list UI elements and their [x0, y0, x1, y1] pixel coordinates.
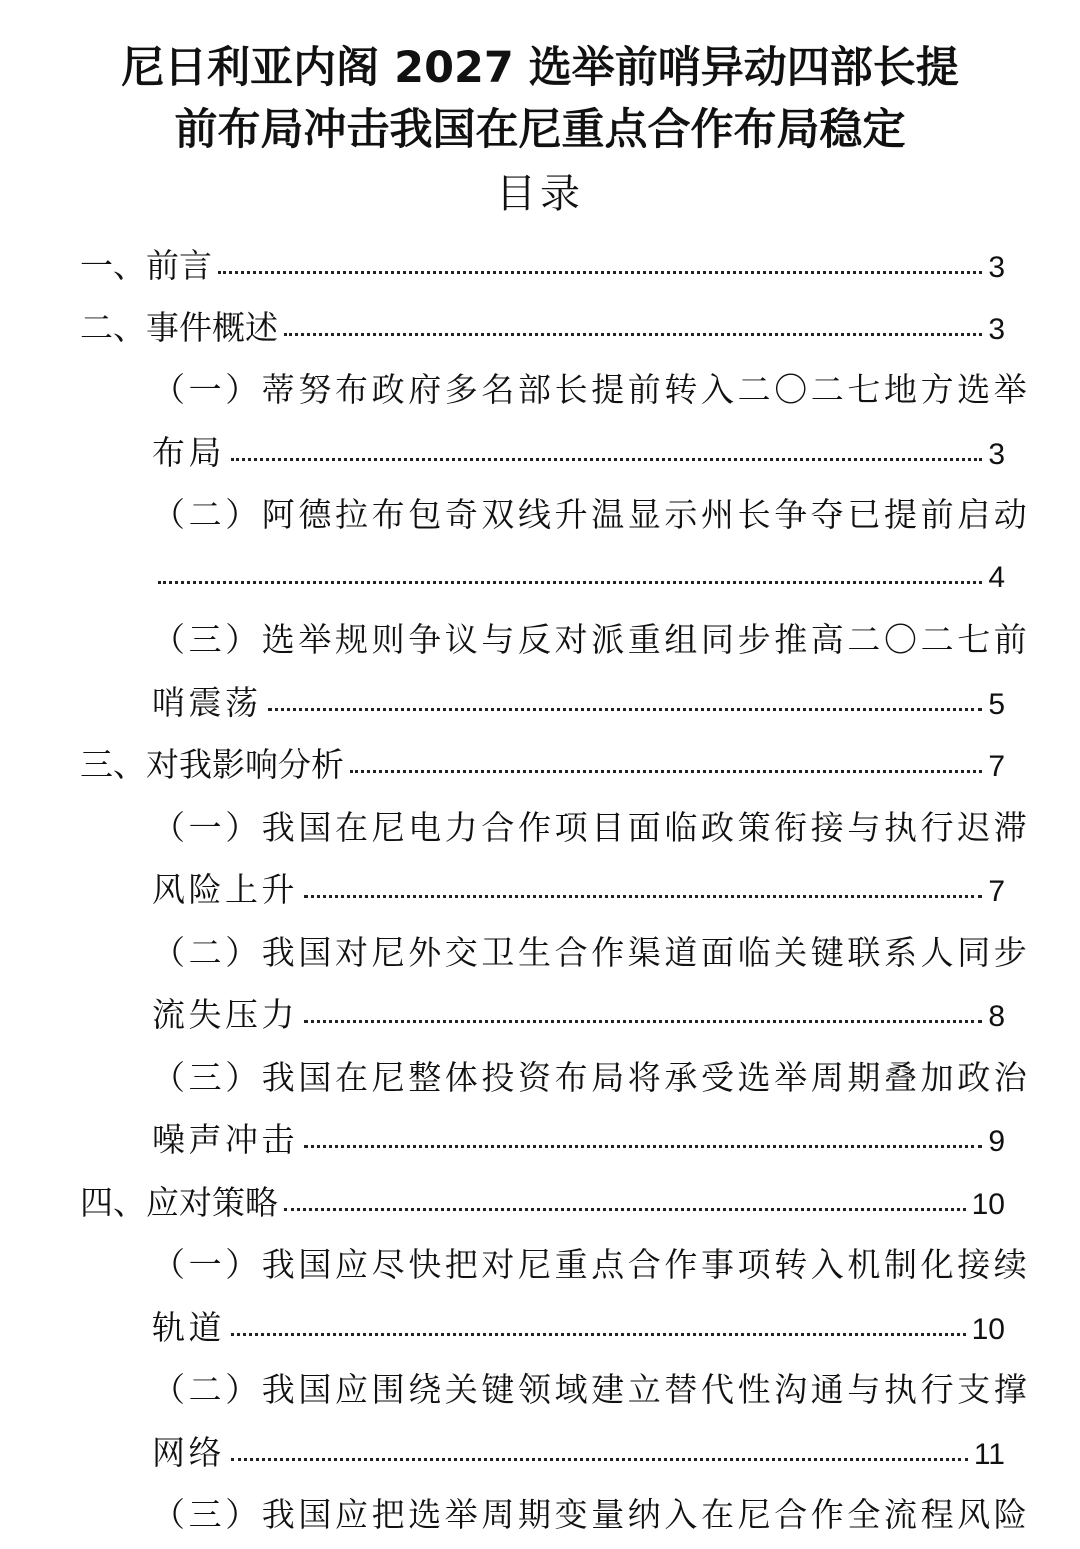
toc-subentry-4-2-line-2[interactable] [152, 1431, 1005, 1477]
toc-leader-dots [231, 458, 982, 461]
toc-entry-text: （二）我国对尼外交卫生合作渠道面临关键联系人同步 [152, 933, 1031, 972]
toc-subentry-4-2-line-1[interactable] [152, 1368, 1031, 1412]
toc-subentry-2-1-line-2[interactable] [152, 431, 1005, 477]
toc-page-number: 9 [988, 1125, 1005, 1158]
toc-page-number: 3 [988, 251, 1005, 284]
toc-page-number: 10 [971, 1313, 1005, 1346]
toc-leader-dots [284, 1208, 966, 1211]
toc-page-number: 11 [973, 1438, 1005, 1471]
toc-page-number: 8 [988, 1000, 1005, 1033]
toc-leader-dots [304, 1145, 982, 1148]
toc-leader-dots [284, 333, 982, 336]
toc-entry-response-strategy[interactable] [80, 1181, 1005, 1227]
toc-subentry-3-1-line-2[interactable] [152, 868, 1005, 914]
toc-subentry-4-3-line-1[interactable] [152, 1493, 1031, 1537]
toc-leader-dots [231, 1333, 966, 1336]
toc-entry-text: 风险上升 [152, 870, 298, 909]
toc-subentry-2-2-line-1[interactable] [152, 493, 1031, 537]
toc-subentry-4-1-line-1[interactable] [152, 1243, 1031, 1287]
toc-subentry-2-3-line-2[interactable] [152, 681, 1005, 727]
toc-entry-text: （三）我国在尼整体投资布局将承受选举周期叠加政治 [152, 1058, 1031, 1097]
toc-page-number: 7 [988, 875, 1005, 908]
toc-entry-text: （三）选举规则争议与反对派重组同步推高二〇二七前 [152, 620, 1031, 659]
toc-subentry-4-1-line-2[interactable] [152, 1306, 1005, 1352]
toc-page-number: 3 [988, 438, 1005, 471]
toc-leader-dots [304, 1020, 982, 1023]
toc-subentry-3-3-line-2[interactable] [152, 1118, 1005, 1164]
toc-entry-text: （二）我国应围绕关键领域建立替代性沟通与执行支撑 [152, 1370, 1031, 1409]
toc-subentry-3-2-line-2[interactable] [152, 993, 1005, 1039]
toc-entry-text: （一）我国在尼电力合作项目面临政策衔接与执行迟滞 [152, 808, 1031, 847]
toc-page-number: 4 [988, 561, 1005, 594]
document-title-line-1: 尼日利亚内阁 2027 选举前哨异动四部长提 [121, 43, 959, 93]
toc-entry-text: （三）我国应把选举周期变量纳入在尼合作全流程风险 [152, 1495, 1031, 1534]
toc-subentry-3-1-line-1[interactable] [152, 806, 1031, 850]
toc-entry-text: （一）蒂努布政府多名部长提前转入二〇二七地方选举 [152, 370, 1031, 409]
toc-entry-text: 噪声冲击 [152, 1120, 298, 1159]
toc-leader-dots [350, 770, 982, 773]
toc-page-number: 5 [988, 688, 1005, 721]
toc-page-number: 3 [988, 313, 1005, 346]
toc-leader-dots [231, 1458, 968, 1461]
toc-leader-dots [218, 271, 982, 274]
toc-subentry-3-2-line-1[interactable] [152, 931, 1031, 975]
document-title-line-2: 前布局冲击我国在尼重点合作布局稳定 [174, 105, 906, 155]
toc-subentry-2-2-line-2[interactable] [152, 556, 1005, 600]
toc-page-number: 10 [971, 1188, 1005, 1221]
toc-leader-dots [304, 895, 982, 898]
toc-entry-text: 布局 [152, 433, 225, 472]
toc-entry-event-overview[interactable] [80, 306, 1005, 352]
toc-leader-dots [268, 708, 983, 711]
toc-entry-text: 哨震荡 [152, 683, 262, 722]
toc-page-number: 7 [988, 750, 1005, 783]
toc-subentry-3-3-line-1[interactable] [152, 1056, 1031, 1100]
toc-subentry-2-3-line-1[interactable] [152, 618, 1031, 662]
toc-entry-text: 二、事件概述 [80, 308, 278, 347]
toc-entry-text: 网络 [152, 1433, 225, 1472]
toc-entry-text: 一、前言 [80, 246, 212, 285]
toc-entry-preface[interactable] [80, 244, 1005, 290]
toc-entry-text: 轨道 [152, 1308, 225, 1347]
toc-leader-dots [158, 581, 982, 584]
toc-entry-text: （一）我国应尽快把对尼重点合作事项转入机制化接续 [152, 1245, 1031, 1284]
toc-entry-impact-analysis[interactable] [80, 743, 1005, 789]
toc-subentry-2-1-line-1[interactable] [152, 368, 1031, 412]
toc-heading: 目录 [496, 171, 584, 217]
toc-entry-text: 四、应对策略 [80, 1183, 278, 1222]
toc-entry-text: （二）阿德拉布包奇双线升温显示州长争夺已提前启动 [152, 495, 1031, 534]
toc-entry-text: 流失压力 [152, 995, 298, 1034]
toc-entry-text: 三、对我影响分析 [80, 745, 344, 784]
